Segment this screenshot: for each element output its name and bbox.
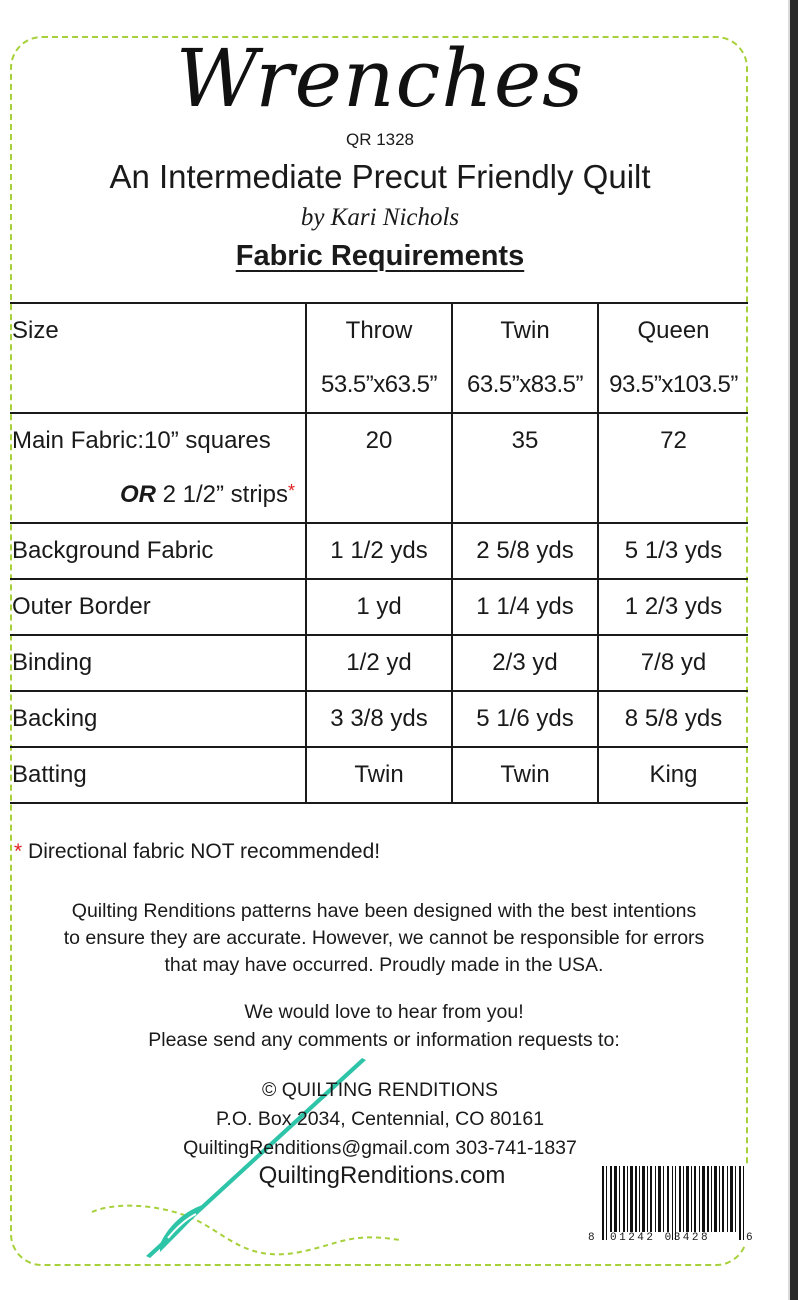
column-name-twin: Twin [500,317,550,344]
email-phone[interactable]: QuiltingRenditions@gmail.com 303-741-1837 [183,1137,577,1159]
note-asterisk: * [14,840,23,863]
pattern-subtitle: An Intermediate Precut Friendly Quilt [109,158,651,195]
row-label: Outer Border [10,579,306,635]
main-fabric-throw: 20 [306,413,452,523]
row-value-throw: 1/2 yd [306,635,452,691]
address-block [0,1076,760,1163]
disclaimer-line: Quilting Renditions patterns have been designed with the best intentions [71,900,697,922]
barcode-digit-left: 8 [588,1232,595,1244]
fabric-requirements-heading: Fabric Requirements [235,240,525,272]
note-text: Directional fabric NOT recommended! [22,840,381,863]
row-label: Background Fabric [10,523,306,579]
or-word: OR [119,481,156,508]
row-value-queen: King [598,747,748,803]
disclaimer-line: to ensure they are accurate. However, we cannot be responsible for errors [63,927,705,949]
contact-line: Please send any comments or information requests to: [148,1029,620,1051]
size-label: Size [12,317,59,344]
barcode-digits: 01242 03428 [610,1232,711,1244]
row-value-twin: 1 1/4 yds [452,579,598,635]
pattern-title: Wrenches [175,32,585,125]
strips-asterisk: * [287,481,295,501]
column-dims-twin: 63.5”x83.5” [467,371,583,398]
disclaimer-line: that may have occurred. Proudly made in the USA. [164,954,604,976]
row-value-queen: 7/8 yd [598,635,748,691]
column-dims-throw: 53.5”x63.5” [321,371,437,398]
company-name: © QUILTING RENDITIONS [261,1079,499,1101]
row-value-twin: 5 1/6 yds [452,691,598,747]
row-value-throw: 1 yd [306,579,452,635]
column-name-throw: Throw [345,317,413,344]
row-label: Batting [10,747,306,803]
row-value-twin: 2 5/8 yds [452,523,598,579]
row-label: Binding [10,635,306,691]
main-fabric-label: Main Fabric:10” squares [12,427,271,454]
row-value-twin: Twin [452,747,598,803]
column-name-queen: Queen [637,317,710,344]
strips-text: 2 1/2” strips [155,481,288,508]
main-fabric-twin: 35 [452,413,598,523]
row-value-throw: 1 1/2 yds [306,523,452,579]
pattern-author: by Kari Nichols [300,204,460,231]
row-label: Backing [10,691,306,747]
pattern-code: QR 1328 [345,130,415,149]
row-value-throw: Twin [306,747,452,803]
row-value-twin: 2/3 yd [452,635,598,691]
row-value-queen: 1 2/3 yds [598,579,748,635]
postal-address: P.O. Box 2034, Centennial, CO 80161 [215,1108,545,1130]
barcode-digit-right: 6 [746,1232,753,1244]
website-link[interactable]: QuiltingRenditions.com [258,1162,506,1189]
column-dims-queen: 93.5”x103.5” [609,371,738,398]
row-value-throw: 3 3/8 yds [306,691,452,747]
row-value-queen: 8 5/8 yds [598,691,748,747]
main-fabric-queen: 72 [598,413,748,523]
contact-line: We would love to hear from you! [244,1001,524,1023]
row-value-queen: 5 1/3 yds [598,523,748,579]
